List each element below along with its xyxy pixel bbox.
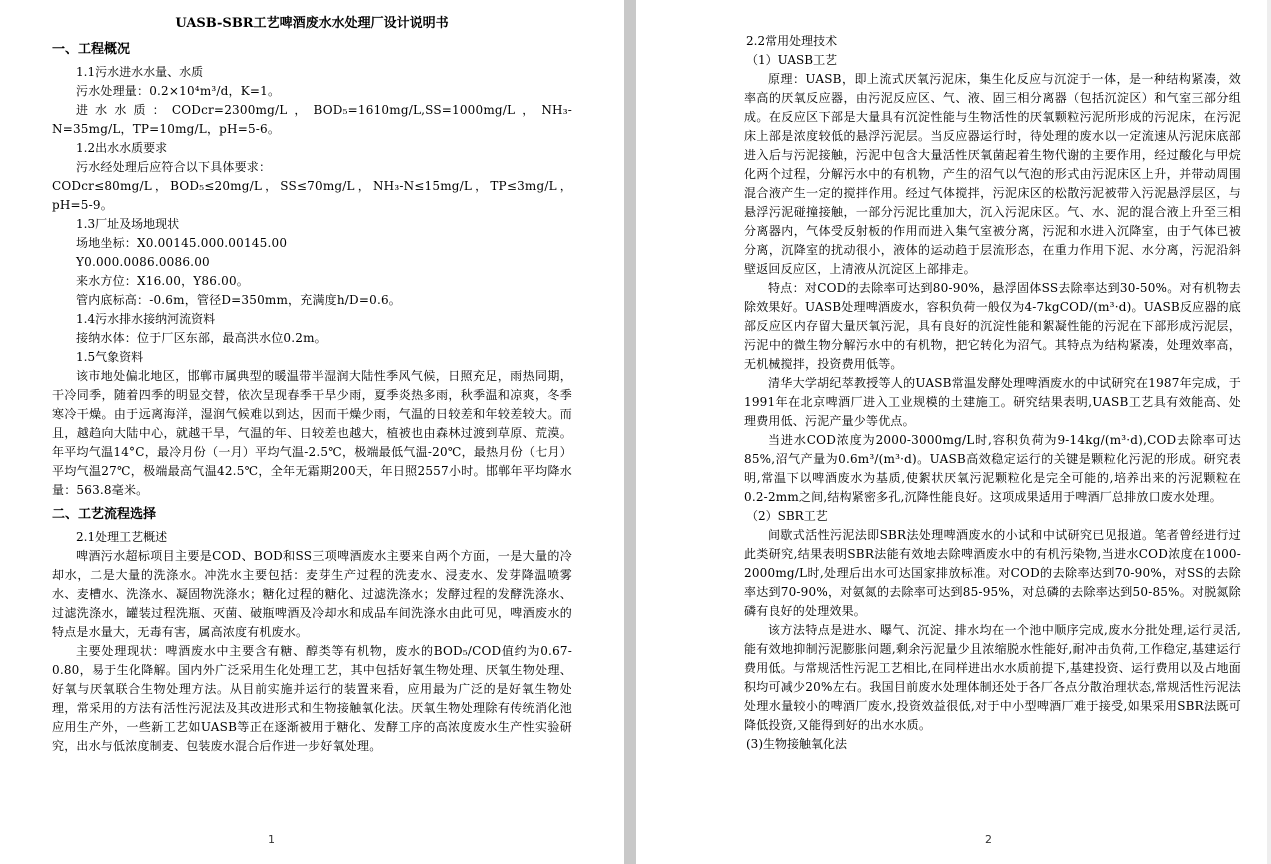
subsection-2-2-heading: 2.2常用处理技术	[746, 34, 838, 48]
paragraph: 场地坐标：X0.00145.000.00145.00	[76, 236, 288, 250]
paragraph: 该市地处偏北地区，邯郸市属典型的暖温带半湿润大陆性季风气候，日照充足，雨热同期，干冷同季，随着四季的明显交替，依次呈现春季干旱少雨，夏季炎热多雨，秋季温和凉爽，冬季寒冷干燥。由于远离海洋，湿润气候难以到达，因而干燥少雨，气温的日较差和年较差较大。而且，越趋向大陆中心，就越干旱，气温的年、日较差也越大，植被也由森林过渡到草原、荒漠。年平均气温14°C，最冷月份（一月）平均气温-2.5℃，极端最低气温-20℃，最热月份（七月）平均气温27℃，极端最高气温42.5℃，全年无霜期200天，年日照2557小时。邯郸年平均降水量：563.8毫米。	[52, 369, 572, 497]
paragraph: Y0.000.0086.0086.00	[76, 255, 210, 269]
paragraph: 管内底标高：-0.6m，管径D=350mm，充满度h/D=0.6。	[76, 293, 401, 307]
page-number: 1	[268, 833, 275, 846]
paragraph: 啤酒污水超标项目主要是COD、BOD和SS三项啤酒废水主要来自两个方面，一是大量的冷却水，二是大量的洗涤水。冲洗水主要包括：麦芽生产过程的洗麦水、浸麦水、发芽降温喷雾水、麦槽水、洗涤水、凝固物洗涤水；糖化过程的糖化、过滤洗涤水；发酵过程的发酵洗涤水、过滤洗涤水，罐装过程洗瓶、灭菌、破瓶啤酒及冷却水和成品车间洗涤水由此可见，啤酒废水的特点是水量大，无毒有害，属高浓度有机废水。	[52, 549, 572, 639]
paragraph: 接纳水体：位于厂区东部，最高洪水位0.2m。	[76, 331, 327, 345]
document-title: UASB-SBR工艺啤酒废水水处理厂设计说明书	[175, 16, 449, 31]
sbr-heading: （2）SBR工艺	[746, 509, 828, 523]
paragraph: 该方法特点是进水、曝气、沉淀、排水均在一个池中顺序完成,废水分批处理,运行灵活,能有效地抑制污泥膨胀问题,剩余污泥量少且浓缩脱水性能好,耐冲击负荷,工作稳定,基建运行费用低。与常规活性污泥工艺相比,在同样进出水水质前提下,基建投资、运行费用以及占地面积均可减少20%左右。我国目前废水处理体制还处于各厂各点分散治理状态,常规活性污泥法处理水量较小的啤酒厂废水,投资效益很低,对于中小型啤酒厂难于接受,如果采用SBR法既可降低投资,又能得到好的出水水质。	[744, 623, 1241, 732]
paragraph: 污水经处理后应符合以下具体要求：	[76, 160, 272, 174]
paragraph: 清华大学胡纪萃教授等人的UASB常温发酵处理啤酒废水的中试研究在1987年完成，于1991年在北京啤酒厂进入工业规模的土建施工。研究结果表明,UASB工艺具有效能高、处理费用低、污泥产量少等优点。	[744, 376, 1241, 428]
paragraph: 特点：对COD的去除率可达到80-90%，悬浮固体SS去除率达到30-50%。对有机物去除效果好。UASB处理啤酒废水，容积负荷一般仅为4-7kgCOD/(m³·d)。UASB反应器的底部反应区内存留大量厌氧污泥，具有良好的沉淀性能和絮凝性能的污泥在下部形成污泥层，污泥中的微生物分解污水中的有机物，把它转化为沼气。其特点为结构紧凑，处理效率高，无机械搅拌，投资费用低等。	[744, 281, 1241, 371]
document-page-1	[0, 0, 624, 864]
document-page-2	[636, 0, 1271, 864]
subsection-1-4-heading: 1.4污水排水接纳河流资料	[76, 312, 216, 326]
paragraph: 进水水质：CODcr=2300mg/L，BOD₅=1610mg/L,SS=1000mg/L，NH₃-N=35mg/L，TP=10mg/L，pH=5-6。	[52, 103, 572, 136]
section-1-heading: 一、工程概况	[52, 42, 131, 57]
paragraph: 主要处理现状：啤酒废水中主要含有糖、醇类等有机物，废水的BOD₅/COD值约为0.67-0.80，易于生化降解。国内外广泛采用生化处理工艺，其中包括好氧生物处理、厌氧生物处理、好氧与厌氧联合生物处理方法。从目前实施并运行的装置来看，应用最为广泛的是好氧生物处理，常采用的方法有活性污泥法及其改进形式和生物接触氧化法。厌氧生物处理除有传统消化池应用生产外，一些新工艺如UASB等正在逐渐被用于糖化、发酵工序的高浓度废水生产性实验研究，出水与低浓度制麦、包装废水混合后作进一步好氧处理。	[52, 644, 572, 753]
page-number: 2	[985, 833, 992, 846]
subsection-1-5-heading: 1.5气象资料	[76, 350, 144, 364]
subsection-1-1-heading: 1.1污水进水水量、水质	[76, 65, 204, 79]
paragraph: 原理：UASB，即上流式厌氧污泥床，集生化反应与沉淀于一体，是一种结构紧凑，效率高的厌氧反应器，由污泥反应区、气、液、固三相分离器（包括沉淀区）和气室三部分组成。在反应区下部是大量具有沉淀性能与生物活性的厌氧颗粒污泥所形成的污泥床，在污泥床上部是浓度较低的悬浮污泥层。当反应器运行时，待处理的废水以一定流速从污泥床底部进入后与污泥接触，污泥中包含大量活性厌氧菌起着生物代谢的主要作用，经过酸化与甲烷化两个过程，分解污水中的有机物，产生的沼气以气泡的形式由污泥床区上升，并带动周围混合液产生一定的搅拌作用。经过气体搅拌，污泥床区的松散污泥被带入污泥悬浮层区，与悬浮污泥碰撞接触，一部分污泥比重加大，沉入污泥床区。气、水、泥的混合液上升至三相分离器内，气体受反射板的作用而进入集气室被分离，污泥和水进入沉降室，由于气体已被分离，沉降室的扰动很小，液体的运动趋于层流形态，在重力作用下泥、水分离，污泥沿斜壁返回反应区，上清液从沉淀区上部排走。	[744, 72, 1241, 276]
paragraph: 污水处理量：0.2×10⁴m³/d，K=1。	[76, 84, 281, 98]
paragraph: 来水方位：X16.00，Y86.00。	[76, 274, 249, 288]
paragraph: 当进水COD浓度为2000-3000mg/L时,容积负荷为9-14kg/(m³·d),COD去除率可达85%,沼气产量为0.6m³/(m³·d)。UASB高效稳定运行的关键是颗粒化污泥的形成。研究表明,常温下以啤酒废水为基质,使絮状厌氧污泥颗粒化是完全可能的,培养出来的污泥颗粒在0.2-2mm之间,结构紧密多孔,沉降性能良好。这项成果适用于啤酒厂总排放口废水处理。	[744, 433, 1241, 504]
scrollbar[interactable]	[1267, 0, 1271, 864]
subsection-1-2-heading: 1.2出水水质要求	[76, 141, 168, 155]
page-gap	[624, 0, 636, 864]
subsection-1-3-heading: 1.3厂址及场地现状	[76, 217, 180, 231]
subsection-2-1-heading: 2.1处理工艺概述	[76, 530, 168, 544]
bio-contact-oxidation-heading: (3)生物接触氧化法	[746, 737, 847, 751]
paragraph: 间歇式活性污泥法即SBR法处理啤酒废水的小试和中试研究已见报道。笔者曾经进行过此类研究,结果表明SBR法能有效地去除啤酒废水中的有机污染物,当进水COD浓度在1000-2000mg/L时,处理后出水可达国家排放标准。对COD的去除率达到70-90%，对SS的去除率达到70-90%，对氨氮的去除率可达到85-95%，对总磷的去除率达到50-85%。对脱氮除磷有良好的处理效果。	[744, 528, 1241, 618]
paragraph: CODcr≤80mg/L，BOD₅≤20mg/L，SS≤70mg/L，NH₃-N≤15mg/L，TP≤3mg/L，pH=5-9。	[52, 179, 572, 212]
section-2-heading: 二、工艺流程选择	[52, 507, 157, 522]
uasb-heading: （1）UASB工艺	[746, 53, 838, 67]
